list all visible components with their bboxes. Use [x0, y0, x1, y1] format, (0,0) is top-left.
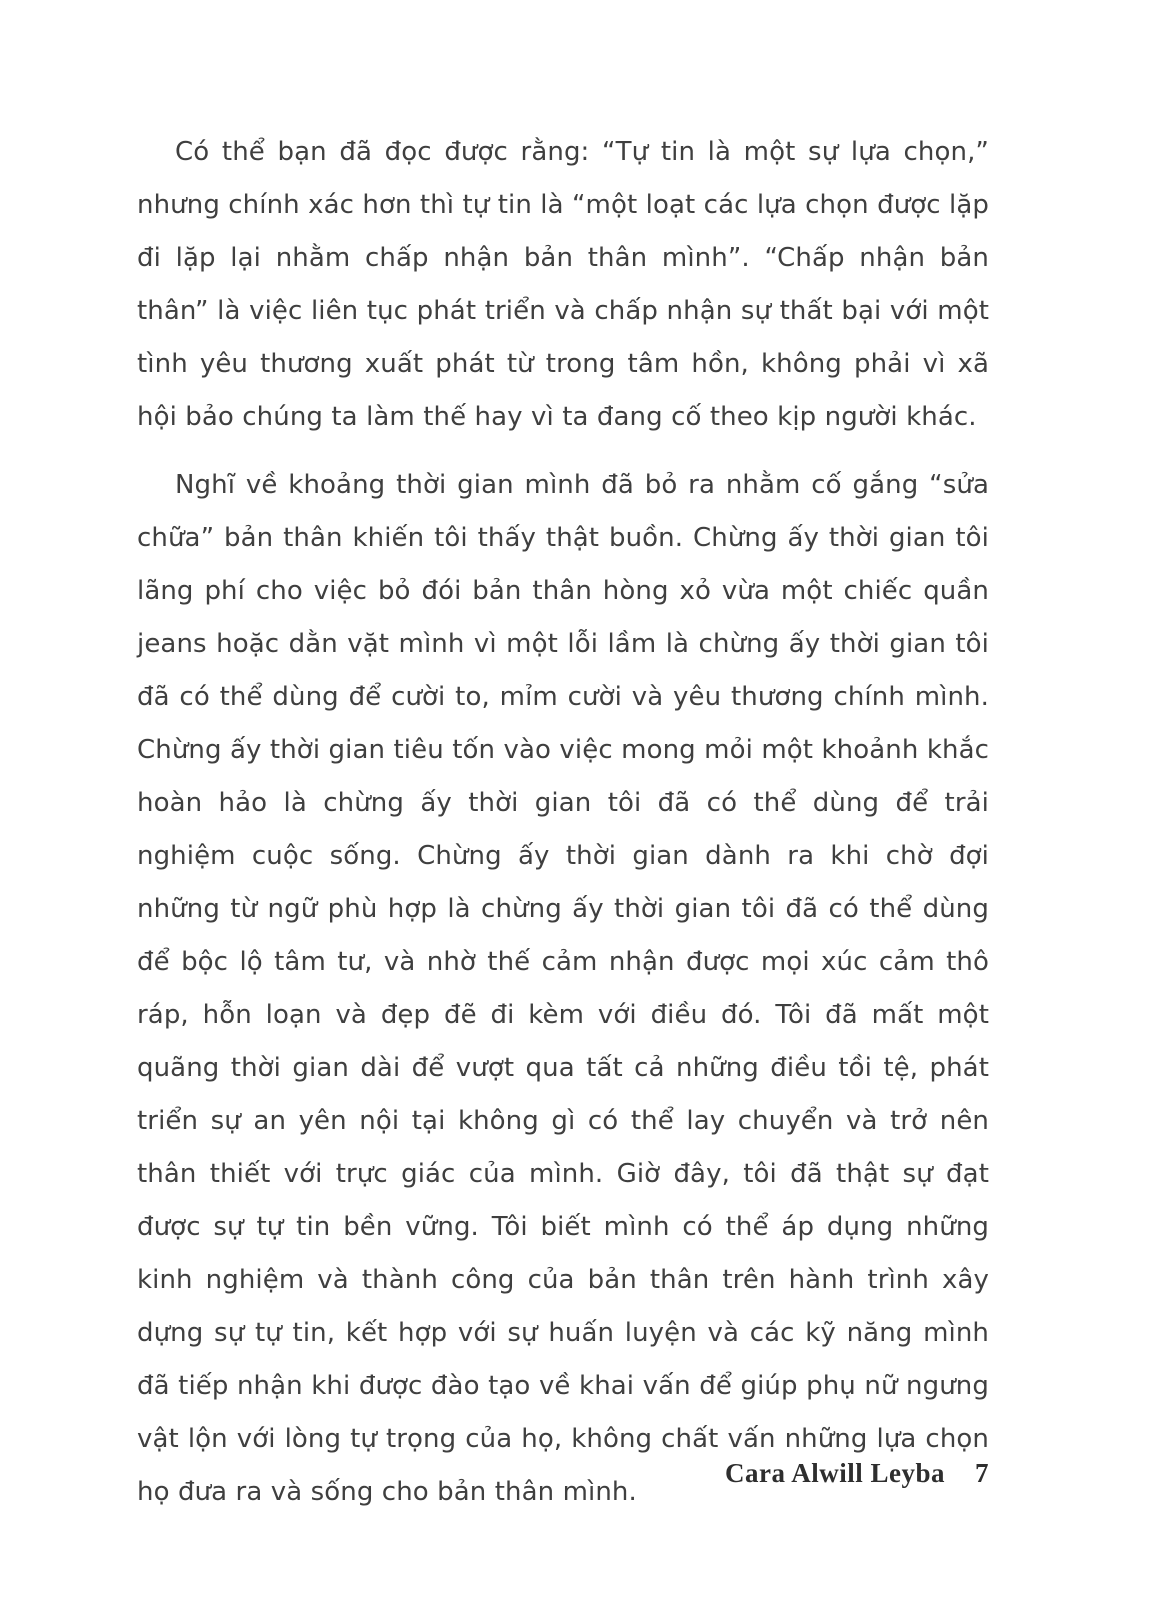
paragraph-2: Nghĩ về khoảng thời gian mình đã bỏ ra nhằm cố gắng “sửa chữa” bản thân khiến tôi thấy thật buồn. Chừng ấy thời gian tôi lãng phí cho việc bỏ đói bản thân hòng xỏ vừa một chiếc quần jeans hoặc dằn vặt mình vì một lỗi lầm là chừng ấy thời gian tôi đã có thể dùng để cười to, mỉm cười và yêu thương chính mình. Chừng ấy thời gian tiêu tốn vào việc mong mỏi một khoảnh khắc hoàn hảo là chừng ấy thời gian tôi đã có thể dùng để trải nghiệm cuộc sống. Chừng ấy thời gian dành ra khi chờ đợi những từ ngữ phù hợp là chừng ấy thời gian tôi đã có thể dùng để bộc lộ tâm tư, và nhờ thế cảm nhận được mọi xúc cảm thô ráp, hỗn loạn và đẹp đẽ đi kèm với điều đó. Tôi đã mất một quãng thời gian dài để vượt qua tất cả những điều tồi tệ, phát triển sự an yên nội tại không gì có thể lay chuyển và trở nên thân thiết với trực giác của mình. Giờ đây, tôi đã thật sự đạt được sự tự tin bền vững. Tôi biết mình có thể áp dụng những kinh nghiệm và thành công của bản thân trên hành trình xây dựng sự tự tin, kết hợp với sự huấn luyện và các kỹ năng mình đã tiếp nhận khi được đào tạo về khai vấn để giúp phụ nữ ngưng vật lộn với lòng tự trọng của họ, không chất vấn những lựa chọn họ đưa ra và sống cho bản thân mình.: [137, 470, 989, 1507]
author-name: Cara Alwill Leyba: [724, 1458, 945, 1488]
page-footer: [725, 1458, 989, 1489]
paragraph-1: Có thể bạn đã đọc được rằng: “Tự tin là một sự lựa chọn,” nhưng chính xác hơn thì tự tin là “một loạt các lựa chọn được lặp đi lặp lại nhằm chấp nhận bản thân mình”. “Chấp nhận bản thân” là việc liên tục phát triển và chấp nhận sự thất bại với một tình yêu thương xuất phát từ trong tâm hồn, không phải vì xã hội bảo chúng ta làm thế hay vì ta đang cố theo kịp người khác.: [137, 137, 989, 432]
body-text: [137, 126, 989, 1534]
page-number: 7: [975, 1458, 989, 1488]
